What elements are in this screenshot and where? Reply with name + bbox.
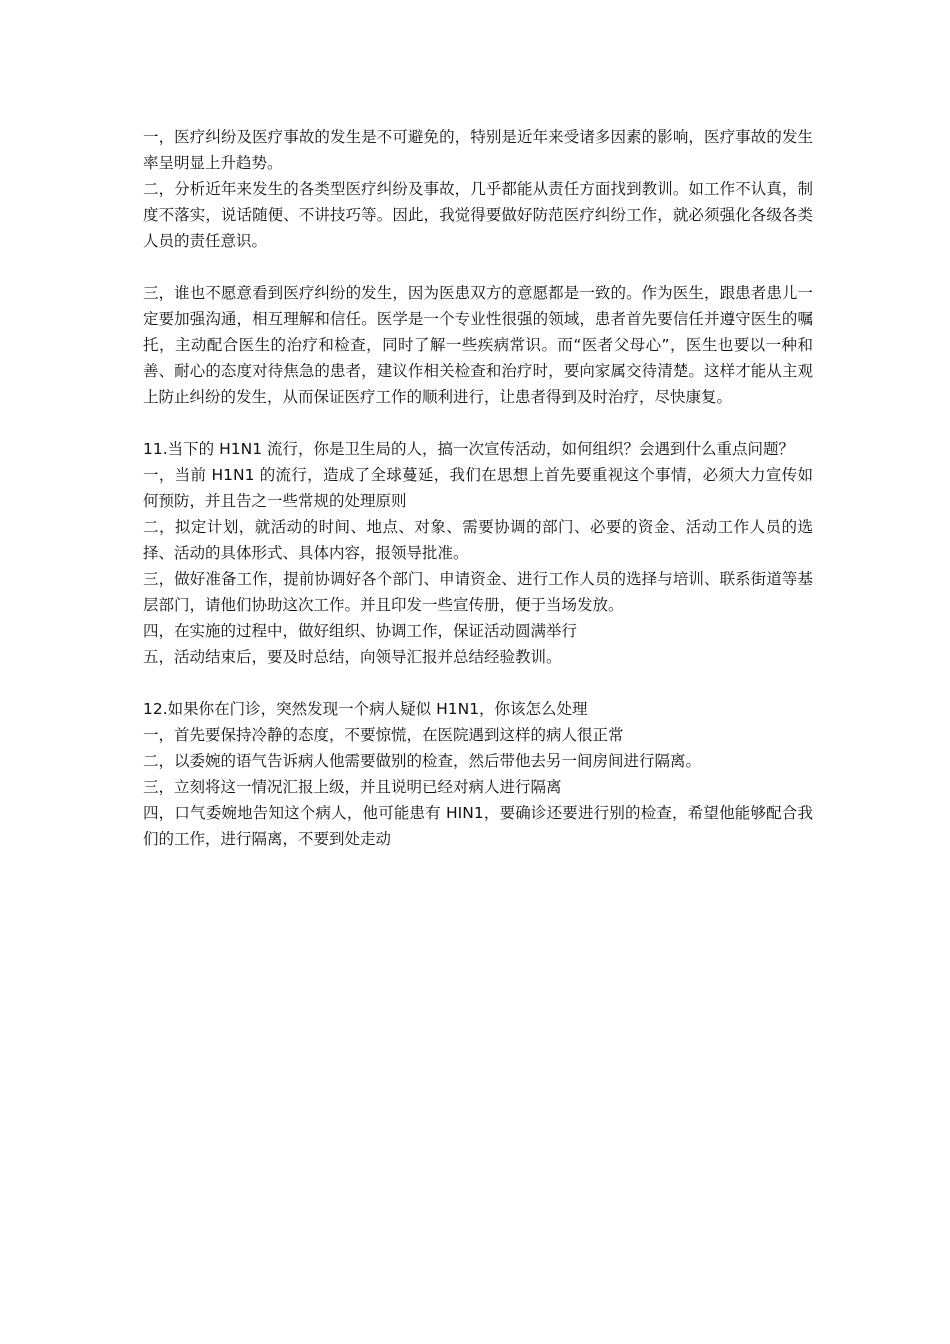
question-12-item-3: 三，立刻将这一情况汇报上级，并且说明已经对病人进行隔离 [143, 778, 562, 796]
document-body [143, 124, 813, 852]
paragraph-1: 一，医疗纠纷及医疗事故的发生是不可避免的，特别是近年来受诸多因素的影响，医疗事故的发生率呈明显上升趋势。 [143, 128, 813, 172]
blank-line [143, 254, 813, 280]
question-11-item-4: 四，在实施的过程中，做好组织、协调工作，保证活动圆满举行 [143, 622, 578, 640]
blank-line [143, 410, 813, 436]
question-11-item-2: 二，拟定计划，就活动的时间、地点、对象、需要协调的部门、必要的资金、活动工作人员的选择、活动的具体形式、具体内容，报领导批准。 [143, 518, 813, 562]
paragraph-3: 三，谁也不愿意看到医疗纠纷的发生，因为医患双方的意愿都是一致的。作为医生，跟患者患儿一定要加强沟通，相互理解和信任。医学是一个专业性很强的领域，患者首先要信任并遵守医生的嘱托，主动配合医生的治疗和检查，同时了解一些疾病常识。而“医者父母心”，医生也要以一种和善、耐心的态度对待焦急的患者，建议作相关检查和治疗时，要向家属交待清楚。这样才能从主观上防止纠纷的发生，从而保证医疗工作的顺利进行，让患者得到及时治疗，尽快康复。 [143, 284, 813, 406]
question-11-item-3: 三，做好准备工作，提前协调好各个部门、申请资金、进行工作人员的选择与培训、联系街道等基层部门，请他们协助这次工作。并且印发一些宣传册，便于当场发放。 [143, 570, 813, 614]
blank-line [143, 670, 813, 696]
question-12-title: 12.如果你在门诊，突然发现一个病人疑似 H1N1，你该怎么处理 [143, 700, 588, 718]
question-12-item-4: 四，口气委婉地告知这个病人，他可能患有 HIN1，要确诊还要进行别的检查，希望他能够配合我们的工作，进行隔离，不要到处走动 [143, 804, 813, 848]
question-11-title: 11.当下的 H1N1 流行，你是卫生局的人，搞一次宣传活动，如何组织？会遇到什么重点问题？ [143, 440, 794, 458]
question-12-item-2: 二，以委婉的语气告诉病人他需要做别的检查，然后带他去另一间房间进行隔离。 [143, 752, 702, 770]
paragraph-2: 二，分析近年来发生的各类型医疗纠纷及事故，几乎都能从责任方面找到教训。如工作不认真，制度不落实，说话随便、不讲技巧等。因此，我觉得要做好防范医疗纠纷工作，就必须强化各级各类人员的责任意识。 [143, 180, 813, 250]
question-11-item-1: 一，当前 H1N1 的流行，造成了全球蔓延，我们在思想上首先要重视这个事情，必须大力宣传如何预防，并且告之一些常规的处理原则 [143, 466, 813, 510]
question-11-item-5: 五，活动结束后，要及时总结，向领导汇报并总结经验教训。 [143, 648, 562, 666]
question-12-item-1: 一，首先要保持冷静的态度，不要惊慌，在医院遇到这样的病人很正常 [143, 726, 624, 744]
